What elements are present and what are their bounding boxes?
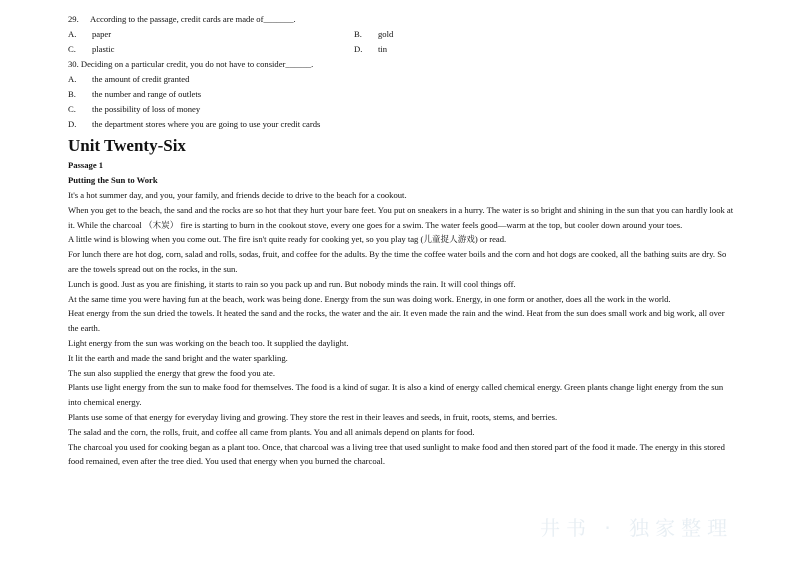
option-letter: A. xyxy=(68,74,77,84)
paragraph: For lunch there are hot dog, corn, salad and rolls, sodas, fruit, and coffee for the adults. By the time the coffee water boils and the corn and hot dogs are cooked, all the bathing suits are dry. So are the towels spread out on the rocks, in the sun. xyxy=(68,249,727,274)
option-letter: D. xyxy=(68,119,77,129)
option-text: the possibility of loss of money xyxy=(92,104,201,114)
paragraph: The charcoal you used for cooking began as a plant too. Once, that charcoal was a living tree that used sunlight to make food and then stored part of the food it made. The energy in this stored food remained, even after the tree died. You used that energy when you burned the charcoal. xyxy=(68,441,725,467)
option-letter: C. xyxy=(68,44,76,54)
paragraph: Plants use some of that energy for everyday living and growing. They store the rest in their leaves and seeds, in fruit, roots, stems, and berries. xyxy=(68,411,558,422)
unit-title: Unit Twenty-Six xyxy=(68,136,186,155)
paragraph: The sun also supplied the energy that grew the food you ate. xyxy=(68,367,275,378)
option-letter: D. xyxy=(354,44,363,54)
options-row xyxy=(68,42,748,57)
option-text: gold xyxy=(378,29,394,39)
option-letter: B. xyxy=(354,29,362,39)
option-row xyxy=(68,102,748,117)
paragraph: It lit the earth and made the sand bright and the water sparkling. xyxy=(68,352,288,363)
option-text: tin xyxy=(378,44,388,54)
option-text: the amount of credit granted xyxy=(92,74,190,84)
paragraph: Plants use light energy from the sun to make food for themselves. The food is a kind of sugar. It is also a kind of energy called chemical energy. Green plants change light energy from the sun into chemical energy. xyxy=(68,382,724,408)
question-30: 30. Deciding on a particular credit, you do not have to consider______. xyxy=(68,59,314,69)
paragraph: Lunch is good. Just as you are finishing, it starts to rain so you pack up and run. But nobody minds the rain. It will cool things off. xyxy=(68,278,516,289)
option-letter: C. xyxy=(68,104,76,114)
passage-title: Putting the Sun to Work xyxy=(68,175,158,185)
paragraph: Light energy from the sun was working on the beach too. It supplied the daylight. xyxy=(68,337,349,348)
paragraph: Heat energy from the sun dried the towels. It heated the sand and the rocks, the water and the air. It even made the rain and the wind. Heat from the sun does small work and big work, all over the earth. xyxy=(68,308,725,334)
option-row xyxy=(68,72,748,87)
question-29 xyxy=(68,12,748,27)
option-letter: B. xyxy=(68,89,76,99)
document-page xyxy=(68,12,748,469)
option-text: the department stores where you are going to use your credit cards xyxy=(92,119,321,129)
passage-label: Passage 1 xyxy=(68,160,104,170)
paragraph: It's a hot summer day, and you, your family, and friends decide to drive to the beach for a cookout. xyxy=(68,190,407,200)
option-text: plastic xyxy=(92,44,115,54)
paragraph: A little wind is blowing when you come out. The fire isn't quite ready for cooking yet, so you play tag (儿童捉人游戏) or read. xyxy=(68,234,507,245)
option-letter: A. xyxy=(68,29,77,39)
watermark-text: 井书 · 独家整理 xyxy=(540,516,734,540)
option-row xyxy=(68,87,748,102)
options-row xyxy=(68,27,748,42)
option-row xyxy=(68,117,748,132)
option-text: the number and range of outlets xyxy=(92,89,202,99)
question-number: 29. xyxy=(68,14,79,24)
option-text: paper xyxy=(92,29,112,39)
question-stem: According to the passage, credit cards are made of_______. xyxy=(90,14,296,24)
paragraph: At the same time you were having fun at the beach, work was being done. Energy from the sun was doing work. Energy, in one form or another, does all the work in the world. xyxy=(68,293,671,304)
paragraph: When you get to the beach, the sand and the rocks are so hot that they hurt your bare feet. You put on sneakers in a hurry. The water is so bright and shining in the sun that you can hardly look at it. While the charcoal （木炭） fire is starting to burn in the cookout stove, every one goes for a swim. The water feels good—warm at the top, but cooler down around your toes. xyxy=(68,204,734,230)
paragraph: The salad and the corn, the rolls, fruit, and coffee all came from plants. You and all animals depend on plants for food. xyxy=(68,426,475,437)
